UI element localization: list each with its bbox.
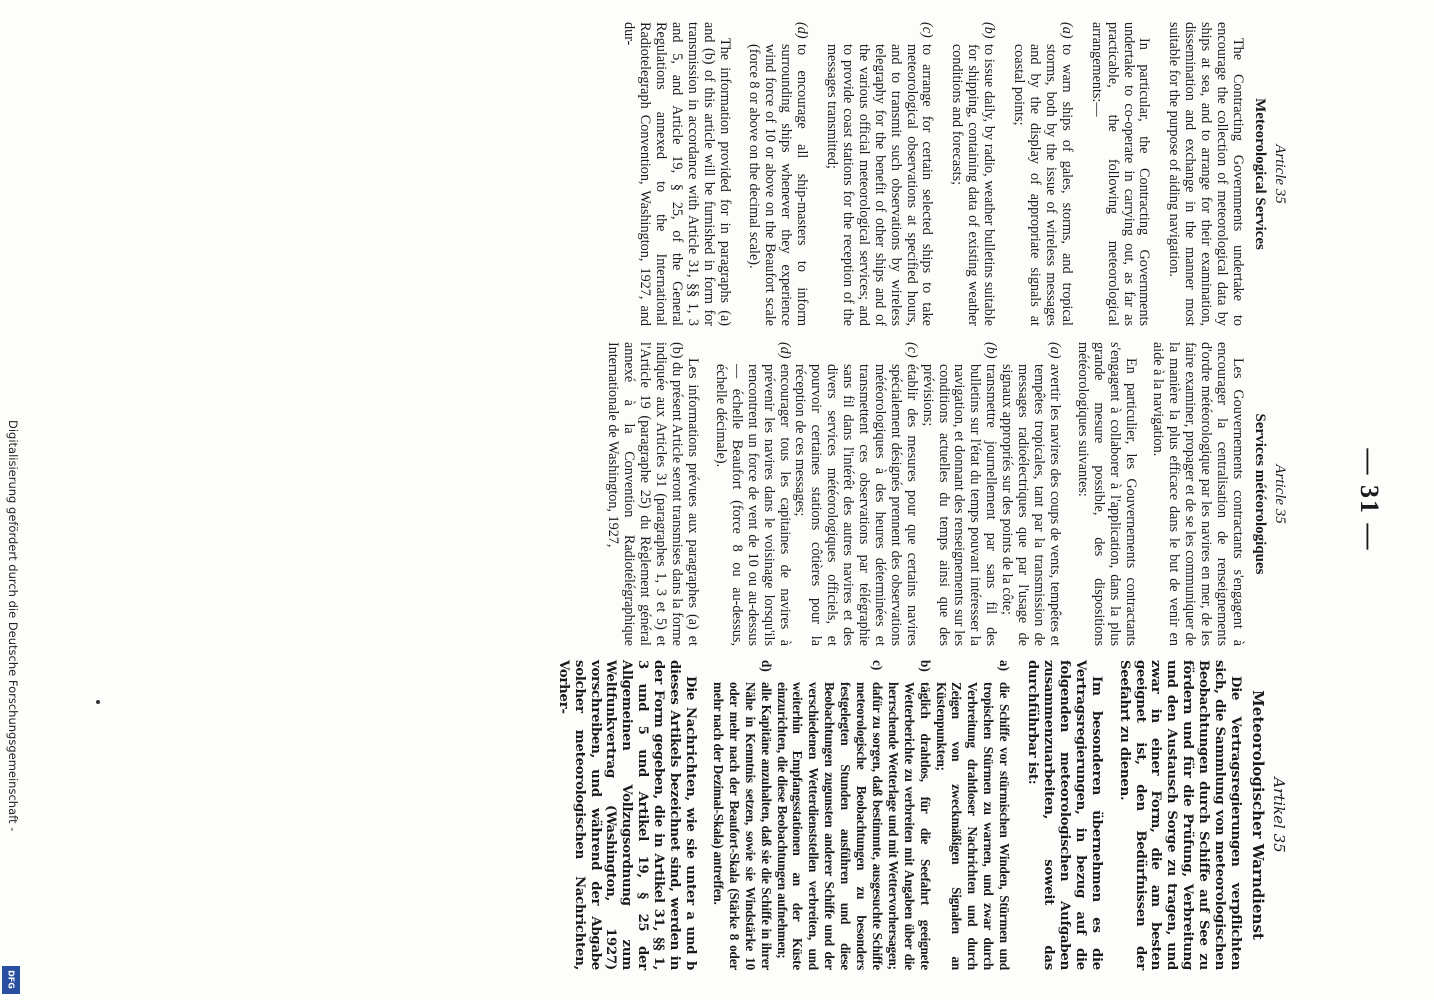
item-label: d) [758, 660, 774, 672]
item-label: (b) [983, 342, 1000, 359]
french-column [605, 342, 1288, 646]
item-text: die Schiffe vor stürmischen Winden, Stürmen und tropischen Stürmen zu warnen, und zwar durch Verbreitung drahtloser Nachrichten und durch Zeigen von zweckmäßigen Signalen an Küstenpunkten; [933, 682, 1013, 970]
item-text: to issue daily, by radio, weather bulletins suitable for shipping, containing data of existing weather conditions and forecasts; [949, 44, 998, 326]
particular-paragraph-en: In particular, the Contracting Governments undertake to co-operate in carrying out, as far as practicable, the following meteorological arrangements:— [1088, 22, 1153, 326]
item-label: (c) [903, 342, 920, 358]
item-text: établir des mesures pour que certains navires spécialement désignés prennent des observations météorologiques à des heures déterminées et transmettent ces observations par télégraphie sans fil dans l'intérêt des autres navires et des divers services météorologiques officiels, et pourvoir certaines stations côtières pour la réception de ces messages; [792, 364, 920, 646]
item-label: (c) [919, 22, 936, 38]
item-text: täglich drahtlos, für die Seefahrt geeignete Wetterberichte zu verbreiten mit Angaben über die herrschende Wetterlage und mit Wettervorhersagen; [885, 682, 933, 970]
dfg-logo [2, 966, 20, 994]
article-title-de: Artikel 35 [1270, 777, 1288, 853]
item-label: (d) [776, 342, 793, 359]
speck-mark [96, 700, 100, 704]
closing-paragraph-fr: Les informations prévues aux paragraphes (a) et (b) du présent Article seront transmises dans la forme indiquée aux Articles 31 (paragraphes 1, 3 et 5) et l'Article 19 (paragraphe 25) du Règlement général annexé à la Convention Radiotélégraphique Internationale de Washington, 1927, [605, 342, 701, 646]
closing-paragraph-de: Die Nachrichten, wie sie unter a und b dieses Artikels bezeichnet sind, werden in der Form gegeben, die in Artikel 31, §§ 1, 3 und 5 und Artikel 19, § 25 der Allgemeinen Vollzugsordnung zum Weltfunkvertrag (Washington, 1927) vorschreiben, und während der Abgabe solcher meteorologischen Nachrichten, Vorher- [555, 660, 698, 970]
list-item-c-fr [792, 342, 919, 646]
english-column [620, 22, 1288, 326]
item-label: a) [997, 660, 1013, 671]
intro-paragraph-fr: Les Gouvernements contractants s'engagent à encourager la centralisation de renseignements d'ordre météorologique par les navires en mer, de les faire examiner, propager et de se les communiquer de la manière la plus efficace dans le but de venir en aide à la navigation. [1150, 342, 1246, 646]
digitization-credit [0, 0, 26, 1000]
heading-en: Meteorological Services [1252, 98, 1268, 250]
logo-text: DFG [6, 970, 16, 989]
item-label: c) [869, 660, 885, 671]
particular-paragraph-de: Im besonderen übernehmen es die Vertragsregierungen, in bezug auf die folgenden meteorologischen Aufgaben zusammenzuarbeiten, soweit das durchführbar ist: [1025, 660, 1104, 970]
item-label: (a) [1058, 22, 1075, 39]
heading-fr: Services météorologiques [1252, 413, 1268, 575]
credit-text: Digitalisierung gefördert durch die Deutsche Forschungsgemeinschaft - [6, 420, 20, 832]
item-text: to encourage all ship-masters to inform surrounding ships whenever they experience wind force of 10 or above on the Beaufort scale (force 8 or above on the decimal scale). [746, 44, 811, 326]
list-item-d-en [746, 22, 810, 326]
item-text: alle Kapitäne anzuhalten, daß sie die Schiffe in ihrer Nähe in Kenntnis setzen, sowie sie Windstärke 10 oder mehr nach der Beaufort-Skala (Stärke 8 oder mehr nach der Dezimal-Skala) antreffen. [710, 682, 774, 970]
item-text: encourager tous les capitaines de navires à prévenir les navires dans le voisinage lorsqu'ils rencontrent un force de vent de 10 ou au-dessus — échelle Beaufort (force 8 ou au-dessus, échelle décimale). [712, 364, 793, 646]
list-item-b-fr [919, 342, 999, 646]
item-label: (d) [794, 22, 811, 39]
list-item-a-fr [998, 342, 1062, 646]
item-text: to warn ships of gales, storms, and tropical storms, both by the issue of wireless messages and by the display of appropriate signals at coastal points; [1011, 44, 1075, 326]
list-item-a-de [933, 660, 1013, 970]
item-label: (a) [1046, 342, 1063, 359]
page-number: — 31 — [1355, 448, 1384, 552]
article-title-fr: Article 35 [1272, 464, 1288, 524]
list-item-c-en [823, 22, 934, 326]
item-text: dafür zu sorgen, daß bestimmte, ausgesuchte Schiffe meteorologische Beobachtungen zu besonders festgelegten Stunden ausführen und diese Beobachtungen zugunsten anderer Schiffe und der verschiedenen Wetterdienststellen verbreiten, und weiterhin Empfangsstationen an der Küste einzurichten, die diese Beobachtungen aufnehmen; [774, 682, 885, 970]
heading-de: Meteorologischer Warndienst [1249, 690, 1267, 940]
list-item-d-de [710, 660, 774, 970]
german-column [555, 660, 1288, 970]
item-label: (b) [981, 22, 998, 39]
list-item-a-en [1010, 22, 1074, 326]
list-item-b-de [885, 660, 933, 970]
item-text: to arrange for certain selected ships to take meteorological observations at specified hours, and to transmit such observations by wireless telegraphy for the benefit of other ships and of the various official meteorological services; and to provide coast stations for the reception of the messages transmitted; [824, 44, 936, 326]
item-label: b) [917, 660, 933, 672]
item-text: avertir les navires des coups de vents, tempêtes et tempêtes tropicales, tant par la transmission de messages radioélectriques que par l'usage de signaux appropriés sur des points de la côte; [999, 364, 1063, 646]
article-title-en: Article 35 [1272, 144, 1288, 204]
list-item-c-de [774, 660, 885, 970]
intro-paragraph-de: Die Vertragsregierungen verpflichten sich, die Sammlung von meteorologischen Beobachtungen durch Schiffe auf See zu fördern und für die Prüfung, Verbreitung und den Austausch Sorge zu tragen, und zwar in einer Form, die am besten geeignet ist, den Bedürfnissen der Seefahrt zu dienen. [1116, 660, 1243, 970]
list-item-b-en [949, 22, 997, 326]
intro-paragraph-en: The Contracting Governments undertake to encourage the collection of meteorological data by ships at sea, and to arrange for their examination, dissemination and exchange in the manner most suitable for the purpose of aiding navigation. [1166, 22, 1246, 326]
particular-paragraph-fr: En particulier, les Gouvernements contractants s'engagent à collaborer à l'application, dans la plus grande mesure possible, des dispositions météorologiques suivantes: [1074, 342, 1139, 646]
list-item-d-fr [712, 342, 792, 646]
item-text: transmettre journellement par sans fil des bulletins sur l'état du temps pouvant intéresser la navigation, et donnant des renseignements sur les conditions actuelles du temps ainsi que des prévisions; [919, 364, 1000, 646]
closing-paragraph-en: The information provided for in paragraphs (a) and (b) of this article will be furnished in form for transmission in accordance with Article 31, §§ 1, 3 and 5, and Article 19, § 25, of the General Regulations annexed to the International Radiotelegraph Convention, Washington, 1927, and dur- [621, 22, 733, 326]
